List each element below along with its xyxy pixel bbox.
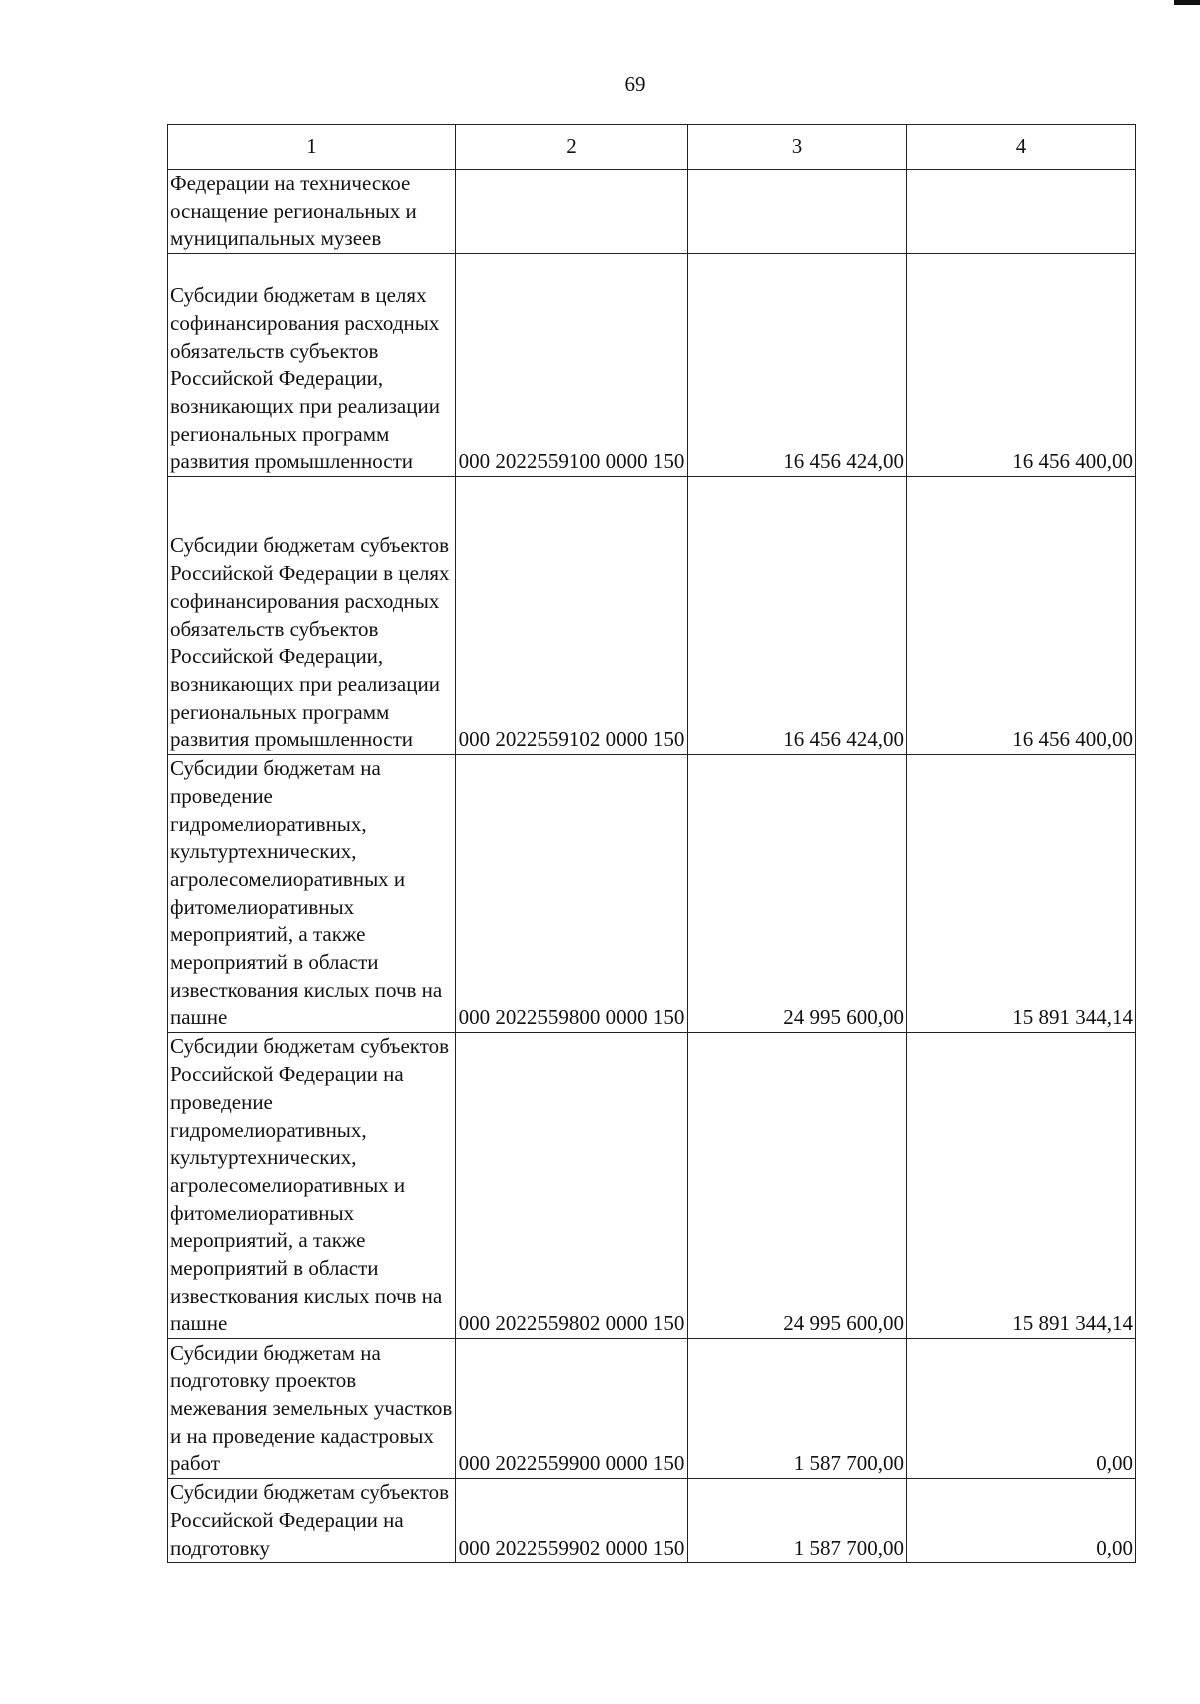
row-name: Субсидии бюджетам на подготовку проектов межевания земельных участков и на проведение кадастровых работ xyxy=(168,1339,456,1479)
row-name: Федерации на техническое оснащение региональных и муниципальных музеев xyxy=(168,170,456,254)
row-code: 000 2022559102 0000 150 xyxy=(456,477,688,755)
row-value-3 xyxy=(688,170,907,254)
header-col-2: 2 xyxy=(456,125,688,170)
page-number: 69 xyxy=(624,72,646,96)
table-row xyxy=(168,254,1136,477)
table-row xyxy=(168,1033,1136,1339)
row-name: Субсидии бюджетам субъектов Российской Федерации в целях софинансирования расходных обязательств субъектов Российской Федерации, возникающих при реализации региональных программ развития промышленности xyxy=(168,477,456,755)
row-value-4: 16 456 400,00 xyxy=(907,254,1136,477)
row-code: 000 2022559100 0000 150 xyxy=(456,254,688,477)
row-code: 000 2022559802 0000 150 xyxy=(456,1033,688,1339)
table-row xyxy=(168,477,1136,755)
row-value-3: 16 456 424,00 xyxy=(688,477,907,755)
row-value-3: 1 587 700,00 xyxy=(688,1339,907,1479)
table-row xyxy=(168,1479,1136,1563)
row-name: Субсидии бюджетам субъектов Российской Федерации на подготовку xyxy=(168,1479,456,1563)
row-name: Субсидии бюджетам субъектов Российской Федерации на проведение гидромелиоративных, культуртехнических, агролесомелиоративных и фитомелиоративных мероприятий, а также мероприятий в области известкования кислых почв на пашне xyxy=(168,1033,456,1339)
row-value-4 xyxy=(907,170,1136,254)
scan-corner-mark xyxy=(1174,0,1200,5)
row-value-3: 16 456 424,00 xyxy=(688,254,907,477)
row-code xyxy=(456,170,688,254)
row-value-4: 0,00 xyxy=(907,1479,1136,1563)
row-code: 000 2022559900 0000 150 xyxy=(456,1339,688,1479)
row-code: 000 2022559902 0000 150 xyxy=(456,1479,688,1563)
row-value-3: 1 587 700,00 xyxy=(688,1479,907,1563)
row-value-4: 15 891 344,14 xyxy=(907,1033,1136,1339)
header-col-3: 3 xyxy=(688,125,907,170)
budget-table xyxy=(167,124,1136,1563)
row-value-4: 16 456 400,00 xyxy=(907,477,1136,755)
row-value-3: 24 995 600,00 xyxy=(688,755,907,1033)
row-value-4: 15 891 344,14 xyxy=(907,755,1136,1033)
header-col-1: 1 xyxy=(168,125,456,170)
row-value-3: 24 995 600,00 xyxy=(688,1033,907,1339)
table-row xyxy=(168,755,1136,1033)
table-row xyxy=(168,1339,1136,1479)
row-name: Субсидии бюджетам в целях софинансирования расходных обязательств субъектов Российской Федерации, возникающих при реализации региональных программ развития промышленности xyxy=(168,254,456,477)
table-row xyxy=(168,170,1136,254)
row-value-4: 0,00 xyxy=(907,1339,1136,1479)
row-name: Субсидии бюджетам на проведение гидромелиоративных, культуртехнических, агролесомелиоративных и фитомелиоративных мероприятий, а также мероприятий в области известкования кислых почв на пашне xyxy=(168,755,456,1033)
table-header-row xyxy=(168,125,1136,170)
header-col-4: 4 xyxy=(907,125,1136,170)
row-code: 000 2022559800 0000 150 xyxy=(456,755,688,1033)
